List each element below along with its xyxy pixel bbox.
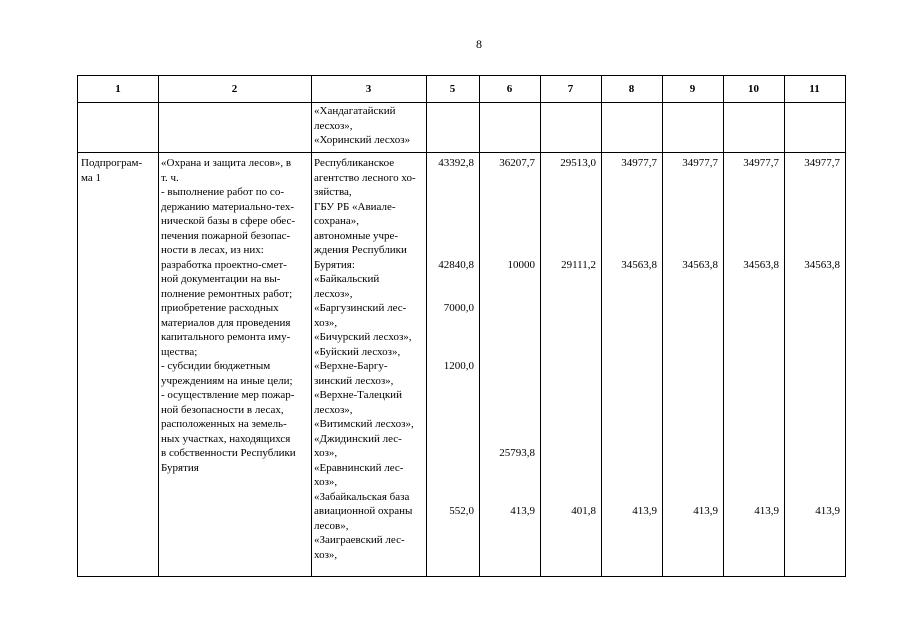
text-line: лесхоз», [314,119,353,132]
text-line: в собственности Республики [161,447,296,459]
header-col-6: 6 [506,83,513,95]
prev-row-executors [314,104,424,148]
text-line: «Байкальский [314,273,380,285]
total-value-col-10: 34977,7 [743,157,779,169]
total-value-col-11: 34977,7 [804,157,840,169]
text-line: щества; [161,345,198,358]
page-number: 8 [476,37,482,51]
text-line: - осуществление мер пожар- [161,389,295,401]
column-divider [158,76,159,576]
text-line: лесхоз», [314,287,353,300]
header-col-3: 3 [365,83,372,95]
column-divider [601,76,602,576]
text-line: «Витимский лесхоз», [314,418,414,430]
text-line: ной безопасности в лесах, [161,403,284,416]
text-line: «Хандагатайский [314,105,396,117]
column-divider [784,76,785,576]
autonomous-value-col-11: 34563,8 [804,258,840,271]
header-col-5: 5 [449,83,456,95]
total-value-col-7: 29513,0 [560,157,596,169]
text-line: «Баргузинский лес- [314,302,407,314]
text-line: капитального ремонта иму- [161,331,291,343]
text-line: ной документации на вы- [161,273,281,285]
header-col-10: 10 [748,83,759,95]
text-line: приобретение расходных [161,302,279,314]
autonomous-value-col-5: 42840,8 [438,258,474,271]
text-line: т. ч. [161,171,179,184]
aviation-value-col-5: 552,0 [449,505,474,517]
text-line: сохрана», [314,215,360,227]
row-divider [78,152,845,153]
autonomous-value-col-7: 29111,2 [561,258,596,271]
header-col-11: 11 [809,83,820,95]
text-line: «Еравнинский лес- [314,461,404,474]
text-line: держанию материально-тех- [161,200,295,213]
text-line: хоз», [314,548,338,561]
text-line: учреждениям на иные цели; [161,374,293,387]
column-divider [426,76,427,576]
text-line: Бурятия: [314,258,355,271]
column-divider [540,76,541,576]
text-line: «Хоринский лесхоз» [314,134,411,146]
text-line: лесов», [314,519,349,532]
total-value-col-8: 34977,7 [621,157,657,169]
aviation-value-col-8: 413,9 [632,505,657,517]
aviation-value-col-7: 401,8 [571,505,596,517]
header-col-2: 2 [231,83,238,95]
text-line: лесхоз», [314,403,353,416]
text-line: полнение ремонтных работ; [161,287,293,300]
header-col-8: 8 [628,83,635,95]
fire-measures-value-col-6: 25793,8 [499,447,535,459]
text-line: ждения Республики [314,244,407,256]
text-line: «Верхне-Талецкий [314,389,402,401]
text-line: расположенных на земель- [161,418,287,430]
text-line: хоз», [314,447,338,459]
aviation-value-col-11: 413,9 [815,505,840,517]
text-line: - субсидии бюджетным [161,360,271,372]
total-value-col-9: 34977,7 [682,157,718,169]
autonomous-value-col-8: 34563,8 [621,258,657,271]
text-line: «Заиграевский лес- [314,534,405,546]
text-line: ГБУ РБ «Авиале- [314,200,396,213]
text-line: «Верхне-Баргу- [314,360,388,372]
autonomous-value-col-6: 10000 [507,258,535,271]
total-value-col-6: 36207,7 [499,157,535,169]
header-col-9: 9 [689,83,696,95]
text-line: «Бичурский лесхоз», [314,331,412,343]
text-line: авиационной охраны [314,505,413,517]
text-line: агентство лесного хо- [314,171,416,184]
column-divider [311,76,312,576]
text-line: хоз», [314,476,338,488]
total-value-col-5: 43392,8 [438,157,474,169]
header-col-1: 1 [115,83,121,95]
header-divider [78,102,845,103]
executors-list [314,156,425,562]
header-col-7: 7 [567,83,574,95]
text-line: автономные учре- [314,229,399,242]
column-divider [479,76,480,576]
aviation-value-col-6: 413,9 [510,505,535,517]
text-line: зяйства, [314,186,352,198]
aviation-value-col-9: 413,9 [693,505,718,517]
text-line: ности в лесах, из них: [161,244,264,256]
column-divider [662,76,663,576]
text-line: - выполнение работ по со- [161,186,284,198]
subprogram-label [81,156,157,185]
materials-value-col-5: 7000,0 [443,302,474,314]
subsidy-value-col-5: 1200,0 [443,360,474,372]
text-line: Бурятия [161,461,199,474]
text-line: разработка проектно-смет- [161,258,287,271]
text-line: хоз», [314,316,338,329]
autonomous-value-col-9: 34563,8 [682,258,718,271]
text-line: Республиканское [314,157,395,169]
column-divider [723,76,724,576]
text-line: Подпрограм- [81,157,143,169]
measure-description [161,156,309,475]
text-line: печения пожарной безопас- [161,229,291,242]
text-line: ных участках, находящихся [161,432,291,445]
budget-table [77,75,846,577]
text-line: «Охрана и защита лесов», в [161,157,292,169]
autonomous-value-col-10: 34563,8 [743,258,779,271]
text-line: нической базы в сфере обес- [161,215,295,227]
aviation-value-col-10: 413,9 [754,505,779,517]
text-line: материалов для проведения [161,316,291,329]
text-line: «Буйский лесхоз», [314,345,401,358]
text-line: «Джидинский лес- [314,432,402,445]
text-line: зинский лесхоз», [314,374,394,387]
text-line: ма 1 [81,171,102,184]
text-line: «Забайкальская база [314,490,410,503]
